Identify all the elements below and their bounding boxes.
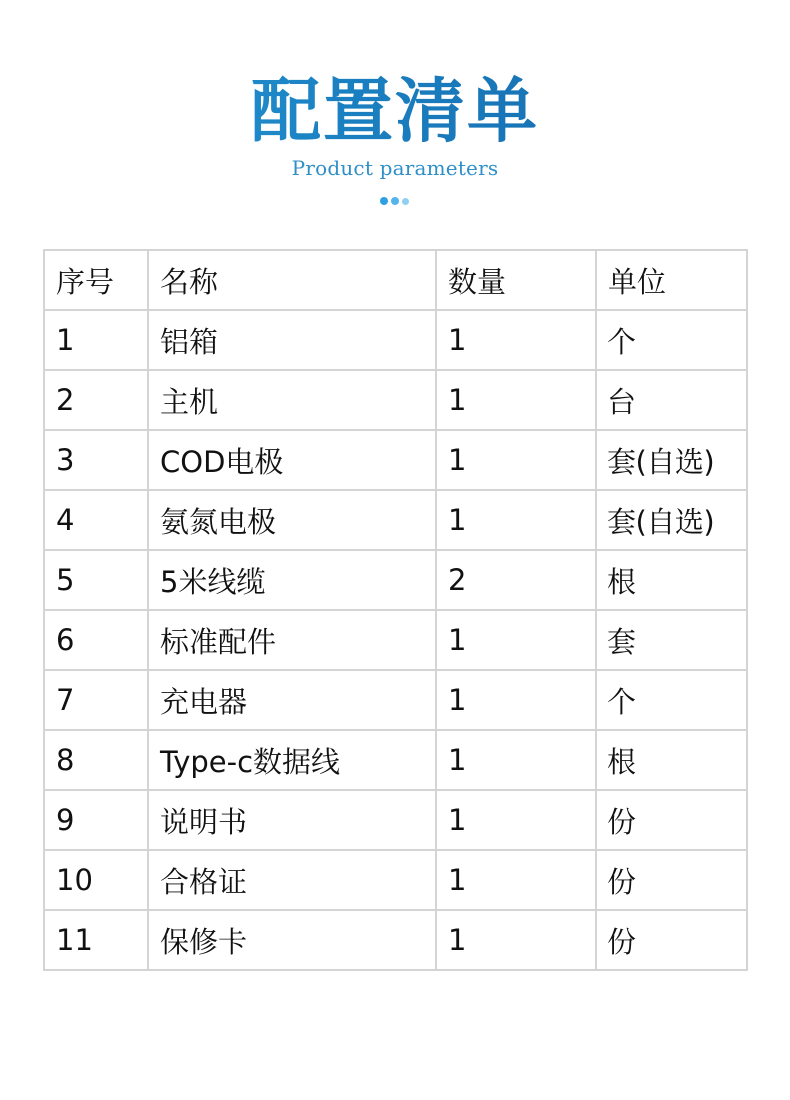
- dot-icon: [380, 197, 388, 205]
- row-index: 11: [44, 910, 148, 970]
- item-name: 说明书: [148, 790, 436, 850]
- table-header-row: [44, 250, 747, 310]
- table-row: [44, 730, 747, 790]
- item-unit: 份: [596, 910, 747, 970]
- item-quantity: 1: [436, 790, 596, 850]
- dot-icon: [402, 198, 409, 205]
- column-header-unit: 单位: [596, 250, 747, 310]
- item-quantity: 1: [436, 430, 596, 490]
- page-header: [0, 0, 790, 230]
- page-subtitle: Product parameters: [291, 156, 499, 180]
- item-unit: 套(自选): [596, 490, 747, 550]
- item-unit: 个: [596, 670, 747, 730]
- decorative-dots: [380, 197, 412, 207]
- item-name: 铝箱: [148, 310, 436, 370]
- row-index: 5: [44, 550, 148, 610]
- item-unit: 台: [596, 370, 747, 430]
- table-row: [44, 490, 747, 550]
- row-index: 8: [44, 730, 148, 790]
- item-unit: 份: [596, 850, 747, 910]
- item-unit: 套(自选): [596, 430, 747, 490]
- item-quantity: 2: [436, 550, 596, 610]
- table-row: [44, 850, 747, 910]
- table-row: [44, 550, 747, 610]
- table-row: [44, 430, 747, 490]
- item-quantity: 1: [436, 910, 596, 970]
- item-name: Type-c数据线: [148, 730, 436, 790]
- row-index: 1: [44, 310, 148, 370]
- item-quantity: 1: [436, 670, 596, 730]
- item-quantity: 1: [436, 610, 596, 670]
- row-index: 10: [44, 850, 148, 910]
- item-name: COD电极: [148, 430, 436, 490]
- item-unit: 根: [596, 730, 747, 790]
- item-unit: 套: [596, 610, 747, 670]
- configuration-table: [43, 249, 746, 971]
- table-row: [44, 910, 747, 970]
- page-title: 配置清单: [0, 68, 790, 154]
- item-quantity: 1: [436, 850, 596, 910]
- table-row: [44, 790, 747, 850]
- row-index: 6: [44, 610, 148, 670]
- item-name: 主机: [148, 370, 436, 430]
- item-quantity: 1: [436, 730, 596, 790]
- item-unit: 个: [596, 310, 747, 370]
- item-name: 标准配件: [148, 610, 436, 670]
- item-quantity: 1: [436, 490, 596, 550]
- item-unit: 根: [596, 550, 747, 610]
- dot-icon: [391, 197, 399, 205]
- row-index: 9: [44, 790, 148, 850]
- table-row: [44, 670, 747, 730]
- item-quantity: 1: [436, 310, 596, 370]
- item-quantity: 1: [436, 370, 596, 430]
- column-header-quantity: 数量: [436, 250, 596, 310]
- item-name: 充电器: [148, 670, 436, 730]
- table-row: [44, 610, 747, 670]
- item-name: 氨氮电极: [148, 490, 436, 550]
- item-name: 合格证: [148, 850, 436, 910]
- row-index: 2: [44, 370, 148, 430]
- item-name: 5米线缆: [148, 550, 436, 610]
- column-header-index: 序号: [44, 250, 148, 310]
- item-name: 保修卡: [148, 910, 436, 970]
- table-row: [44, 310, 747, 370]
- parts-table: [43, 249, 748, 971]
- row-index: 7: [44, 670, 148, 730]
- row-index: 3: [44, 430, 148, 490]
- row-index: 4: [44, 490, 148, 550]
- column-header-name: 名称: [148, 250, 436, 310]
- table-row: [44, 370, 747, 430]
- item-unit: 份: [596, 790, 747, 850]
